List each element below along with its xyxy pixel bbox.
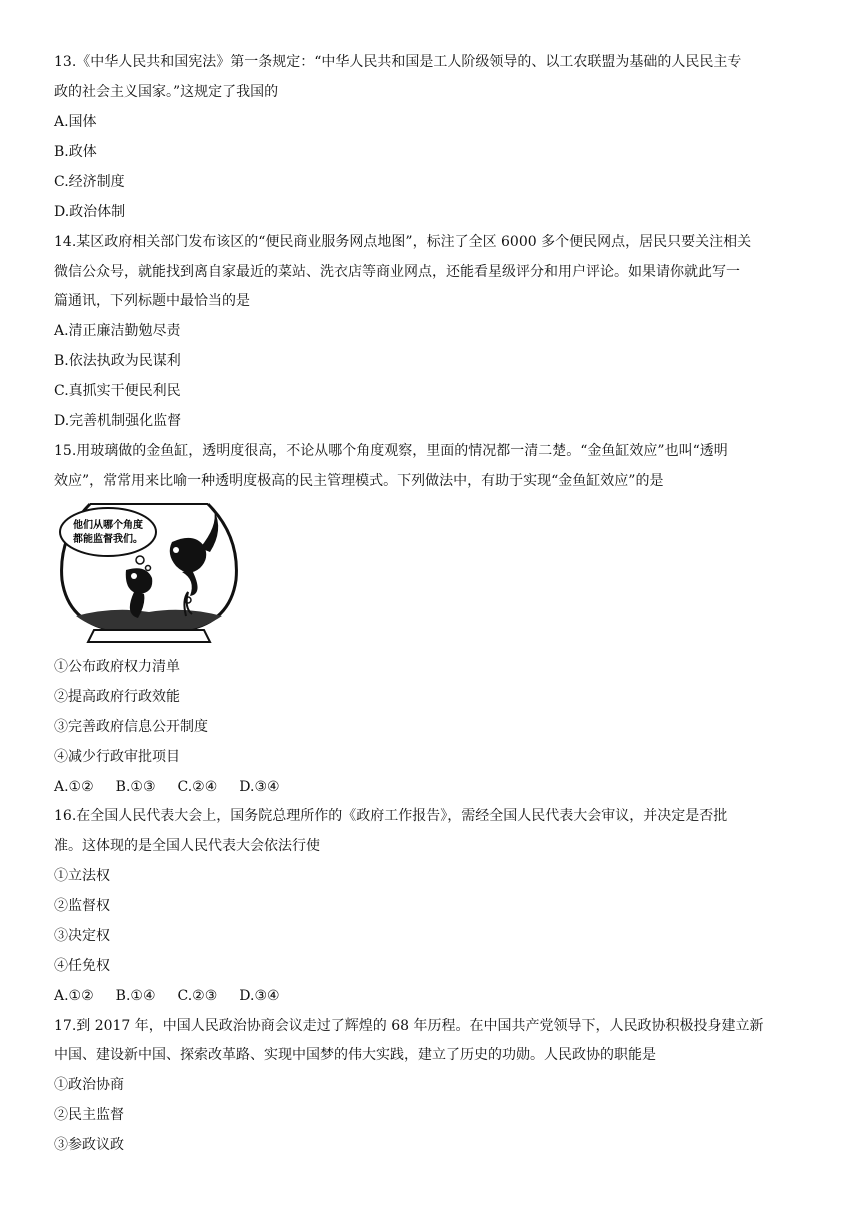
q14-stem-line1: 14.某区政府相关部门发布该区的“便民商业服务网点地图”，标注了全区 6000 多个便民网点，居民只要关注相关 (54, 234, 752, 250)
cartoon-text-line1: 他们从哪个角度 (73, 520, 143, 531)
q16-stem-line2: 准。这体现的是全国人民代表大会依法行使 (54, 838, 320, 854)
q15-item-3: ③完善政府信息公开制度 (54, 719, 208, 735)
q16-item-4: ④任免权 (54, 958, 110, 974)
q13-option-c: C.经济制度 (54, 174, 125, 190)
fishbowl-illustration (54, 496, 244, 648)
q15-item-4: ④减少行政审批项目 (54, 749, 180, 765)
q15-choice-d: D.③④ (239, 779, 280, 795)
goldfish-icon (170, 510, 218, 596)
q14-option-b: B.依法执政为民谋利 (54, 353, 181, 369)
q15-choice-c: C.②④ (177, 779, 218, 795)
q15-stem-line2: 效应”，常常用来比喻一种透明度极高的民主管理模式。下列做法中，有助于实现“金鱼缸效应”的是 (54, 473, 664, 489)
q14-option-d: D.完善机制强化监督 (54, 413, 182, 429)
q17-item-2: ②民主监督 (54, 1107, 124, 1123)
q15-choice-b: B.①③ (115, 779, 156, 795)
q17-item-3: ③参政议政 (54, 1137, 124, 1153)
q16-item-3: ③决定权 (54, 928, 110, 944)
q13-option-a: A.国体 (54, 114, 97, 130)
q16-item-2: ②监督权 (54, 898, 110, 914)
q16-choice-d: D.③④ (239, 988, 280, 1004)
q15-stem-line1: 15.用玻璃做的金鱼缸，透明度很高，不论从哪个角度观察，里面的情况都一清二楚。“金鱼缸效应”也叫“透明 (54, 443, 728, 459)
q17-stem-line1: 17.到 2017 年，中国人民政治协商会议走过了辉煌的 68 年历程。在中国共产党领导下，人民政协积极投身建立新 (54, 1018, 764, 1034)
q15-choices (54, 778, 302, 796)
q13-option-b: B.政体 (54, 144, 97, 160)
q16-choices (54, 987, 302, 1005)
q16-stem-line1: 16.在全国人民代表大会上，国务院总理所作的《政府工作报告》，需经全国人民代表大会审议，并决定是否批 (54, 808, 728, 824)
q16-choice-b: B.①④ (115, 988, 156, 1004)
q14-option-c: C.真抓实干便民利民 (54, 383, 181, 399)
q15-item-2: ②提高政府行政效能 (54, 689, 180, 705)
q14-stem-line3: 篇通讯，下列标题中最恰当的是 (54, 293, 250, 309)
q14-stem-line2: 微信公众号，就能找到离自家最近的菜站、洗衣店等商业网点，还能看星级评分和用户评论。如果请你就此写一 (54, 264, 740, 280)
q14-option-a: A.清正廉洁勤勉尽责 (54, 323, 181, 339)
q17-stem-line2: 中国、建设新中国、探索改革路、实现中国梦的伟大实践，建立了历史的功勋。人民政协的职能是 (54, 1047, 656, 1063)
q13-option-d: D.政治体制 (54, 204, 126, 220)
q15-choice-a: A.①② (54, 779, 94, 795)
thought-dot (146, 566, 151, 571)
q13-stem-line2: 政的社会主义国家。”这规定了我国的 (54, 84, 279, 100)
speech-bubble (60, 508, 156, 556)
q17-item-1: ①政治协商 (54, 1077, 124, 1093)
bowl-stand (88, 630, 210, 642)
q16-item-1: ①立法权 (54, 868, 110, 884)
q15-item-1: ①公布政府权力清单 (54, 659, 180, 675)
q13-stem-line1: 13.《中华人民共和国宪法》第一条规定：“中华人民共和国是工人阶级领导的、以工农联盟为基础的人民民主专 (54, 54, 742, 70)
fishbowl-cartoon (54, 496, 244, 648)
thought-dot (136, 556, 144, 564)
q16-choice-a: A.①② (54, 988, 94, 1004)
cartoon-text-line2: 都能监督我们。 (73, 534, 143, 545)
q16-choice-c: C.②③ (177, 988, 218, 1004)
